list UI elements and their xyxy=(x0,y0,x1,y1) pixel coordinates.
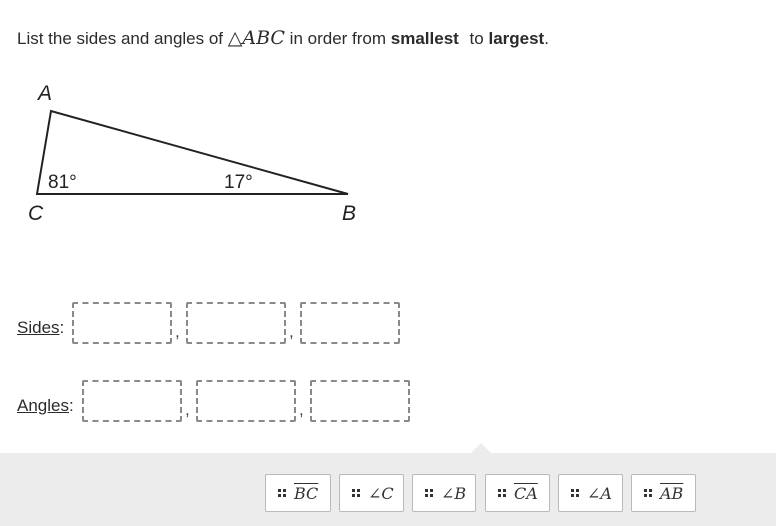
triangle-name: ABC xyxy=(242,27,285,49)
choice-angle-a[interactable] xyxy=(558,474,623,512)
angle-symbol: ∠ xyxy=(368,483,382,503)
drag-handle-icon xyxy=(278,489,286,497)
angles-label xyxy=(17,396,74,416)
angles-drop-slot-2[interactable] xyxy=(196,380,296,422)
choice-label: $\overline{CA}$ xyxy=(514,483,538,503)
choice-label: $\overline{AB}$ xyxy=(660,483,684,503)
sides-drop-slot-1[interactable] xyxy=(72,302,172,344)
angles-colon: : xyxy=(68,396,74,415)
vertex-label-a: A xyxy=(38,82,53,105)
drag-handle-icon xyxy=(571,489,579,497)
prompt-largest: largest xyxy=(488,29,545,48)
sides-label xyxy=(17,318,64,338)
prompt-smallest: smallest xyxy=(390,29,459,48)
drag-handle-icon xyxy=(498,489,506,497)
sides-comma-2: , xyxy=(289,322,294,341)
sides-drop-slot-3[interactable] xyxy=(300,302,400,344)
angles-label-text: Angles xyxy=(17,396,69,415)
angle-label-c: 81° xyxy=(48,172,77,193)
sides-comma-1: , xyxy=(175,322,180,341)
choice-label: C xyxy=(381,483,394,503)
choice-label: $\overline{BC}$ xyxy=(294,483,319,503)
sides-colon: : xyxy=(59,318,65,337)
drag-handle-icon xyxy=(644,489,652,497)
vertex-label-b: B xyxy=(342,202,357,225)
choice-segment-ab[interactable] xyxy=(631,474,696,512)
angles-drop-slot-1[interactable] xyxy=(82,380,182,422)
angles-drop-slot-3[interactable] xyxy=(310,380,410,422)
sides-label-text: Sides xyxy=(17,318,60,337)
angles-comma-2: , xyxy=(299,400,304,419)
choice-segment-ca[interactable] xyxy=(485,474,550,512)
question-prompt xyxy=(17,27,549,49)
triangle-symbol: △ xyxy=(227,27,243,49)
prompt-period: . xyxy=(544,29,549,48)
triangle-abc xyxy=(37,111,348,194)
prompt-text-middle: in order from xyxy=(284,29,391,48)
choice-segment-bc[interactable] xyxy=(265,474,331,512)
triangle-figure xyxy=(20,78,380,228)
angle-symbol: ∠ xyxy=(587,483,601,503)
prompt-text-before: List the sides and angles of xyxy=(17,29,228,48)
angle-symbol: ∠ xyxy=(441,483,455,503)
angles-comma-1: , xyxy=(185,400,190,419)
prompt-to: to xyxy=(469,29,484,48)
choice-angle-c[interactable] xyxy=(339,474,404,512)
choice-angle-b[interactable] xyxy=(412,474,476,512)
drag-handle-icon xyxy=(352,489,360,497)
choice-label: B xyxy=(454,483,467,503)
vertex-label-c: C xyxy=(28,202,44,225)
sides-drop-slot-2[interactable] xyxy=(186,302,286,344)
drag-handle-icon xyxy=(425,489,433,497)
choice-label: A xyxy=(600,483,612,503)
angle-label-b: 17° xyxy=(224,172,253,193)
